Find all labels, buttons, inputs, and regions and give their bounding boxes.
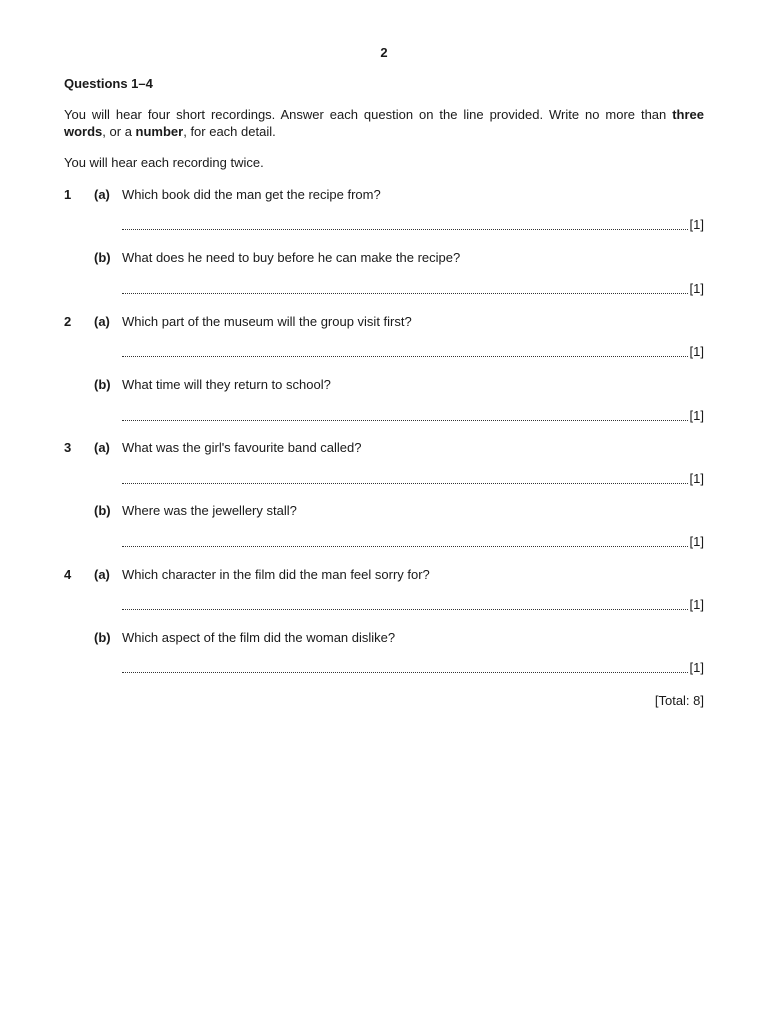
question-part-label: (a) bbox=[94, 187, 110, 202]
question-text: Which part of the museum will the group visit first? bbox=[122, 314, 412, 329]
answer-line-1a[interactable] bbox=[122, 217, 704, 233]
mark-label: [1] bbox=[689, 217, 704, 232]
question-text: What was the girl's favourite band called? bbox=[122, 440, 362, 455]
section-heading: Questions 1–4 bbox=[64, 76, 153, 91]
instructions-part1: You will hear four short recordings. Answer each question on the line provided. Write no more than bbox=[64, 107, 673, 122]
question-text: Where was the jewellery stall? bbox=[122, 503, 297, 518]
answer-dots[interactable] bbox=[122, 473, 688, 484]
question-part-label: (a) bbox=[94, 314, 110, 329]
question-3b bbox=[64, 503, 704, 521]
question-2b bbox=[64, 377, 704, 395]
instructions-part2: , or a bbox=[102, 124, 136, 139]
answer-dots[interactable] bbox=[122, 599, 688, 610]
question-3a bbox=[64, 440, 704, 458]
question-number: 3 bbox=[64, 440, 72, 455]
mark-label: [1] bbox=[689, 408, 704, 423]
question-number: 1 bbox=[64, 187, 72, 202]
answer-dots[interactable] bbox=[122, 346, 688, 357]
question-part-label: (b) bbox=[94, 503, 111, 518]
mark-label: [1] bbox=[689, 471, 704, 486]
question-text: Which book did the man get the recipe from? bbox=[122, 187, 381, 202]
question-1b bbox=[64, 250, 704, 268]
mark-label: [1] bbox=[689, 344, 704, 359]
total-marks: [Total: 8] bbox=[654, 693, 704, 708]
answer-dots[interactable] bbox=[122, 662, 688, 673]
page-number: 2 bbox=[380, 45, 388, 60]
answer-dots[interactable] bbox=[122, 536, 688, 547]
answer-line-4a[interactable] bbox=[122, 597, 704, 613]
question-text: Which character in the film did the man feel sorry for? bbox=[122, 567, 430, 582]
question-4a bbox=[64, 567, 704, 585]
answer-dots[interactable] bbox=[122, 410, 688, 421]
mark-label: [1] bbox=[689, 281, 704, 296]
question-1a bbox=[64, 187, 704, 205]
answer-line-2a[interactable] bbox=[122, 344, 704, 360]
instructions-part3: , for each detail. bbox=[183, 124, 276, 139]
answer-dots[interactable] bbox=[122, 283, 688, 294]
question-text: Which aspect of the film did the woman dislike? bbox=[122, 630, 396, 645]
question-number: 2 bbox=[64, 314, 72, 329]
question-text: What time will they return to school? bbox=[122, 377, 331, 392]
answer-line-1b[interactable] bbox=[122, 281, 704, 297]
answer-line-2b[interactable] bbox=[122, 408, 704, 424]
question-part-label: (b) bbox=[94, 377, 111, 392]
answer-line-4b[interactable] bbox=[122, 660, 704, 676]
instructions-bold-number: number bbox=[135, 124, 184, 139]
question-number: 4 bbox=[64, 567, 72, 582]
question-part-label: (a) bbox=[94, 440, 110, 455]
question-part-label: (b) bbox=[94, 630, 111, 645]
answer-dots[interactable] bbox=[122, 219, 688, 230]
answer-line-3a[interactable] bbox=[122, 471, 704, 487]
question-part-label: (a) bbox=[94, 567, 110, 582]
mark-label: [1] bbox=[689, 534, 704, 549]
instructions-bold-words: three words bbox=[64, 107, 704, 139]
answer-line-3b[interactable] bbox=[122, 534, 704, 550]
recording-twice-note: You will hear each recording twice. bbox=[64, 155, 264, 170]
question-2a bbox=[64, 314, 704, 332]
question-part-label: (b) bbox=[94, 250, 111, 265]
question-text: What does he need to buy before he can make the recipe? bbox=[122, 250, 461, 265]
question-4b bbox=[64, 630, 704, 648]
mark-label: [1] bbox=[689, 597, 704, 612]
instructions-text bbox=[64, 106, 704, 140]
mark-label: [1] bbox=[689, 660, 704, 675]
